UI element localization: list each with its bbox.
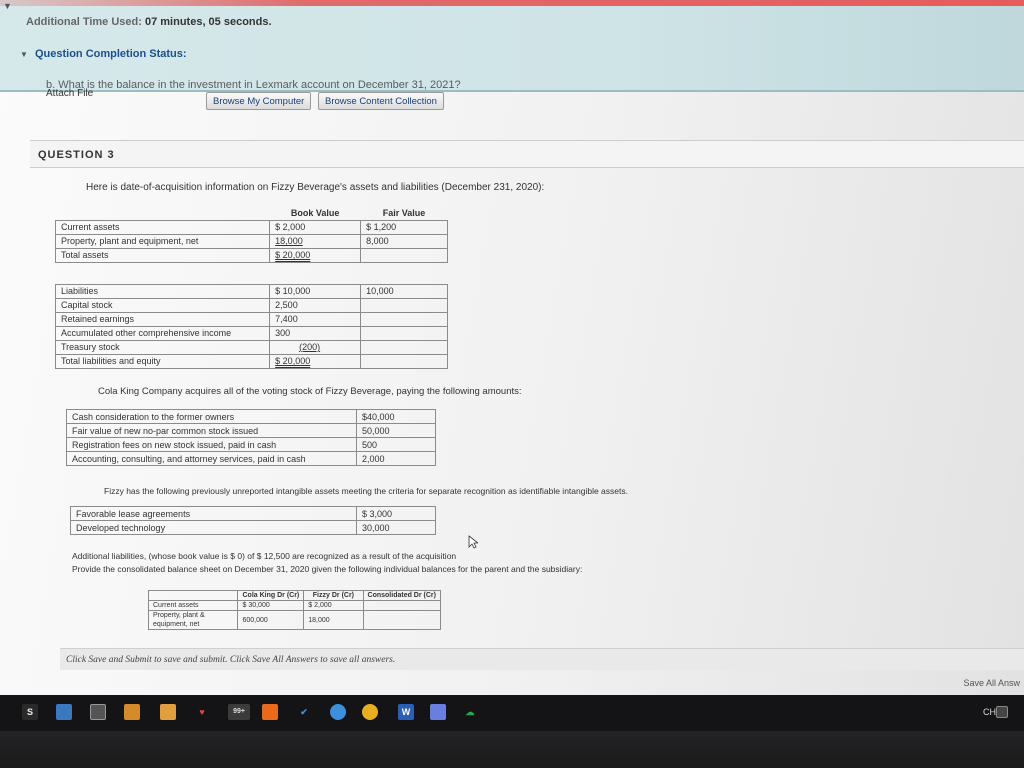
calculator-icon[interactable]: [90, 704, 106, 720]
browse-content-collection-button[interactable]: Browse Content Collection: [318, 92, 444, 110]
table-gap: [56, 262, 448, 284]
row-label: Favorable lease agreements: [71, 507, 357, 521]
cola-value: 600,000: [238, 611, 304, 630]
fizzy-value: $ 2,000: [304, 601, 363, 611]
book-value: 300: [270, 326, 361, 340]
time-used-label: Additional Time Used:: [26, 16, 142, 28]
acquisition-text: Cola King Company acquires all of the voting stock of Fizzy Beverage, paying the following amounts:: [98, 386, 522, 397]
table-row: [149, 601, 441, 611]
table-row: [56, 354, 448, 368]
row-value: $ 3,000: [357, 507, 436, 521]
table-row: [67, 424, 436, 438]
payment-table: [66, 409, 436, 466]
table-row: [56, 220, 448, 234]
row-label: Liabilities: [56, 284, 270, 298]
row-label: Total assets: [56, 248, 270, 262]
table-row: [56, 340, 448, 354]
chrome-canary-icon[interactable]: [362, 704, 378, 720]
table-row: [71, 507, 436, 521]
fair-value: [361, 298, 448, 312]
start-logo-icon[interactable]: S: [22, 704, 38, 720]
completion-label[interactable]: Question Completion Status:: [34, 48, 187, 60]
book-value: $ 10,000: [270, 284, 361, 298]
consolidated-input[interactable]: [363, 601, 440, 611]
fair-value: $ 1,200: [361, 220, 448, 234]
intangible-text: Fizzy has the following previously unreported intangible assets meeting the criteria for separate recognition as identifiable intangible assets.: [104, 486, 628, 496]
intangible-table: [70, 506, 436, 535]
row-label: Accounting, consulting, and attorney services, paid in cash: [67, 452, 357, 466]
heart-app-icon[interactable]: ♥: [199, 707, 205, 717]
taskbar: [0, 695, 1024, 731]
table1-header-blank: [56, 206, 270, 220]
book-value: 7,400: [270, 312, 361, 326]
question-title: QUESTION 3: [38, 149, 115, 161]
notification-badge[interactable]: 99+: [228, 704, 250, 720]
table-row: [56, 248, 448, 262]
additional-liabilities-text: Additional liabilities, (whose book value is $ 0) of $ 12,500 are recognized as a result of the acquisition: [72, 551, 457, 561]
row-label: Property, plant & equipment, net: [149, 611, 238, 630]
collapse-arrow-icon[interactable]: ▼: [3, 1, 12, 11]
table-row: [67, 438, 436, 452]
fair-value: 10,000: [361, 284, 448, 298]
monitor-bezel: [0, 731, 1024, 768]
table-row: [71, 521, 436, 535]
row-label: Registration fees on new stock issued, paid in cash: [67, 438, 357, 452]
photos-icon[interactable]: [430, 704, 446, 720]
row-label: Property, plant and equipment, net: [56, 234, 270, 248]
row-label: Current assets: [56, 220, 270, 234]
row-label: Retained earnings: [56, 312, 270, 326]
row-value: 50,000: [357, 424, 436, 438]
row-label: Total liabilities and equity: [56, 354, 270, 368]
book-value: $ 2,000: [270, 220, 361, 234]
fair-value: [361, 248, 448, 262]
progress-line: [0, 0, 1024, 6]
table-row: [149, 611, 441, 630]
previous-question-text: b. What is the balance in the investment in Lexmark account on December 31, 2021?: [46, 79, 461, 91]
save-all-answers-button[interactable]: Save All Answ: [963, 678, 1020, 688]
table-row: [67, 452, 436, 466]
fair-value: [361, 354, 448, 368]
row-label: Cash consideration to the former owners: [67, 410, 357, 424]
row-value: 2,000: [357, 452, 436, 466]
table4-header-blank: [149, 591, 238, 601]
store-icon[interactable]: [124, 704, 140, 720]
row-value: $40,000: [357, 410, 436, 424]
row-value: 30,000: [357, 521, 436, 535]
save-instructions-bar: [60, 648, 1024, 670]
table1-header-book: Book Value: [270, 206, 361, 220]
time-used-value: 07 minutes, 05 seconds.: [144, 16, 272, 28]
browse-my-computer-button[interactable]: Browse My Computer: [206, 92, 311, 110]
attach-file-label: Attach File: [46, 88, 94, 99]
table4-header-cola: Cola King Dr (Cr): [238, 591, 304, 601]
table-row: [67, 410, 436, 424]
question-intro: Here is date-of-acquisition information on Fizzy Beverage's assets and liabilities (December 231, 2020):: [86, 182, 545, 193]
time-used: [26, 16, 272, 28]
table-row: [56, 326, 448, 340]
provide-text: Provide the consolidated balance sheet on December 31, 2020 given the following individual balances for the parent and the subsidiary:: [72, 564, 583, 574]
checkmark-app-icon[interactable]: ✔: [300, 707, 308, 717]
book-value: $ 20,000: [270, 248, 361, 262]
consolidation-table: [148, 590, 441, 630]
consolidated-input[interactable]: [363, 611, 440, 630]
chrome-icon[interactable]: [330, 704, 346, 720]
fair-value: [361, 326, 448, 340]
table1-header-fair: Fair Value: [361, 206, 448, 220]
fair-value: [361, 312, 448, 326]
row-label: Treasury stock: [56, 340, 270, 354]
cloud-app-icon[interactable]: ☁: [465, 707, 475, 717]
row-label: Current assets: [149, 601, 238, 611]
book-value: $ 20,000: [270, 354, 361, 368]
fair-value: 8,000: [361, 234, 448, 248]
table-row: [56, 298, 448, 312]
row-value: 500: [357, 438, 436, 452]
row-label: Accumulated other comprehensive income: [56, 326, 270, 340]
save-instructions: Click Save and Submit to save and submit. Click Save All Answers to save all answers.: [66, 655, 396, 665]
table-row: [56, 234, 448, 248]
fizzy-value: 18,000: [304, 611, 363, 630]
book-value: (200): [270, 340, 361, 354]
mouse-cursor-icon: [468, 535, 478, 549]
completion-status[interactable]: [20, 48, 187, 60]
fair-value: [361, 340, 448, 354]
expand-triangle-icon[interactable]: ▼: [20, 50, 28, 59]
table-row: [56, 284, 448, 298]
book-value: 2,500: [270, 298, 361, 312]
file-explorer-icon[interactable]: [56, 704, 72, 720]
row-label: Fair value of new no-par common stock issued: [67, 424, 357, 438]
cola-value: $ 30,000: [238, 601, 304, 611]
row-label: Developed technology: [71, 521, 357, 535]
app-icon[interactable]: [262, 704, 278, 720]
table-row: [56, 312, 448, 326]
book-value: 18,000: [270, 234, 361, 248]
acquisition-balance-table: [55, 206, 448, 369]
table4-header-consolidated: Consolidated Dr (Cr): [363, 591, 440, 601]
language-indicator[interactable]: CH: [983, 707, 996, 717]
keyboard-icon[interactable]: [996, 706, 1008, 718]
folder-icon[interactable]: [160, 704, 176, 720]
word-icon[interactable]: W: [398, 704, 414, 720]
table4-header-fizzy: Fizzy Dr (Cr): [304, 591, 363, 601]
question-header: [30, 140, 1024, 168]
row-label: Capital stock: [56, 298, 270, 312]
